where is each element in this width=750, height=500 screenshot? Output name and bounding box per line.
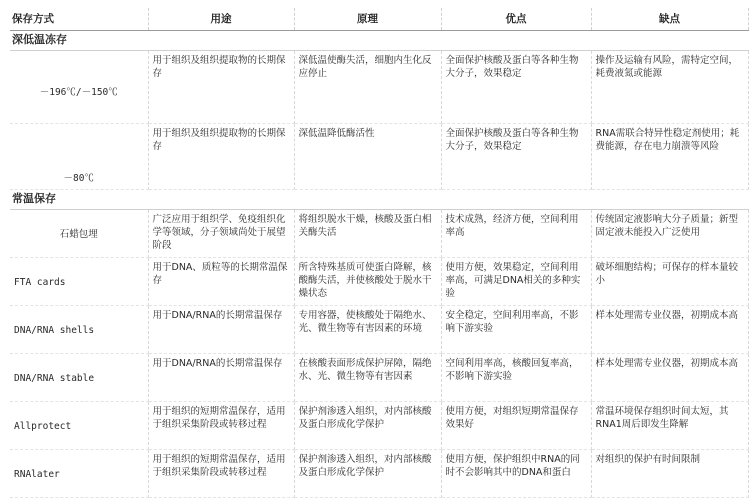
table-row xyxy=(10,306,748,354)
pros-cell: 使用方便，保护组织中RNA的同时不会影响其中的DNA和蛋白 xyxy=(441,450,591,498)
pros-cell: 全面保护核酸及蛋白等各种生物大分子，效果稳定 xyxy=(441,51,591,124)
cons-cell: 常温环境保存组织时间太短，其RNA1周后即发生降解 xyxy=(591,402,748,450)
section-title-room-temp: 常温保存 xyxy=(10,190,748,210)
pros-cell: 全面保护核酸及蛋白等各种生物大分子，效果稳定 xyxy=(441,124,591,190)
principle-cell: 保护剂渗透入组织，对内部核酸及蛋白形成化学保护 xyxy=(294,402,441,450)
header-principle: 原理 xyxy=(294,8,441,31)
pros-cell: 使用方便，对组织短期常温保存效果好 xyxy=(441,402,591,450)
method-cell: －80℃ xyxy=(10,124,148,190)
cons-cell: 样本处理需专业仪器，初期成本高 xyxy=(591,354,748,402)
table-row xyxy=(10,258,748,306)
header-use: 用途 xyxy=(148,8,294,31)
principle-cell: 在核酸表面形成保护屏障，隔绝水、光、微生物等有害因素 xyxy=(294,354,441,402)
use-cell: 用于组织的短期常温保存，适用于组织采集阶段或转移过程 xyxy=(148,402,294,450)
cons-cell: 破坏细胞结构；可保存的样本量较小 xyxy=(591,258,748,306)
method-cell: DNA/RNA shells xyxy=(10,306,148,354)
header-cons: 缺点 xyxy=(591,8,748,31)
cons-cell: RNA需联合特异性稳定剂使用；耗费能源，存在电力崩溃等风险 xyxy=(591,124,748,190)
table-row xyxy=(10,450,748,498)
section-title-cold: 深低温冻存 xyxy=(10,31,748,51)
header-method: 保存方式 xyxy=(10,8,148,31)
method-cell: Allprotect xyxy=(10,402,148,450)
use-cell: 用于DNA/RNA的长期常温保存 xyxy=(148,306,294,354)
storage-methods-table xyxy=(10,8,749,498)
table-row xyxy=(10,51,748,124)
header-row xyxy=(10,8,748,31)
use-cell: 用于DNA/RNA的长期常温保存 xyxy=(148,354,294,402)
pros-cell: 使用方便，效果稳定，空间利用率高，可满足DNA相关的多种实验 xyxy=(441,258,591,306)
use-cell: 广泛应用于组织学、免疫组织化学等领域，分子领域尚处于展望阶段 xyxy=(148,210,294,258)
section-row-room-temp xyxy=(10,190,748,210)
method-cell: RNAlater xyxy=(10,450,148,498)
section-row-cold xyxy=(10,31,748,51)
table-row xyxy=(10,354,748,402)
table-row xyxy=(10,124,748,190)
method-cell: DNA/RNA stable xyxy=(10,354,148,402)
principle-cell: 保护剂渗透入组织，对内部核酸及蛋白形成化学保护 xyxy=(294,450,441,498)
use-cell: 用于DNA、质粒等的长期常温保存 xyxy=(148,258,294,306)
principle-cell: 专用容器，使核酸处于隔绝水、光、微生物等有害因素的环境 xyxy=(294,306,441,354)
table-row xyxy=(10,402,748,450)
header-pros: 优点 xyxy=(441,8,591,31)
method-cell: FTA cards xyxy=(10,258,148,306)
use-cell: 用于组织的短期常温保存，适用于组织采集阶段或转移过程 xyxy=(148,450,294,498)
use-cell: 用于组织及组织提取物的长期保存 xyxy=(148,51,294,124)
principle-cell: 深低温降低酶活性 xyxy=(294,124,441,190)
principle-cell: 将组织脱水干燥，核酸及蛋白相关酶失活 xyxy=(294,210,441,258)
cons-cell: 操作及运输有风险，需特定空间，耗费液氮或能源 xyxy=(591,51,748,124)
table-row xyxy=(10,210,748,258)
method-cell: 石蜡包埋 xyxy=(10,210,148,258)
method-cell: －196℃/－150℃ xyxy=(10,51,148,124)
cons-cell: 对组织的保护有时间限制 xyxy=(591,450,748,498)
principle-cell: 深低温使酶失活，细胞内生化反应停止 xyxy=(294,51,441,124)
pros-cell: 技术成熟，经济方便，空间利用率高 xyxy=(441,210,591,258)
cons-cell: 传统固定液影响大分子质量；新型固定液未能投入广泛使用 xyxy=(591,210,748,258)
principle-cell: 所含特殊基质可使蛋白降解，核酸酶失活，并使核酸处于脱水干燥状态 xyxy=(294,258,441,306)
use-cell: 用于组织及组织提取物的长期保存 xyxy=(148,124,294,190)
pros-cell: 空间利用率高，核酸回复率高，不影响下游实验 xyxy=(441,354,591,402)
pros-cell: 安全稳定，空间利用率高，不影响下游实验 xyxy=(441,306,591,354)
cons-cell: 样本处理需专业仪器，初期成本高 xyxy=(591,306,748,354)
